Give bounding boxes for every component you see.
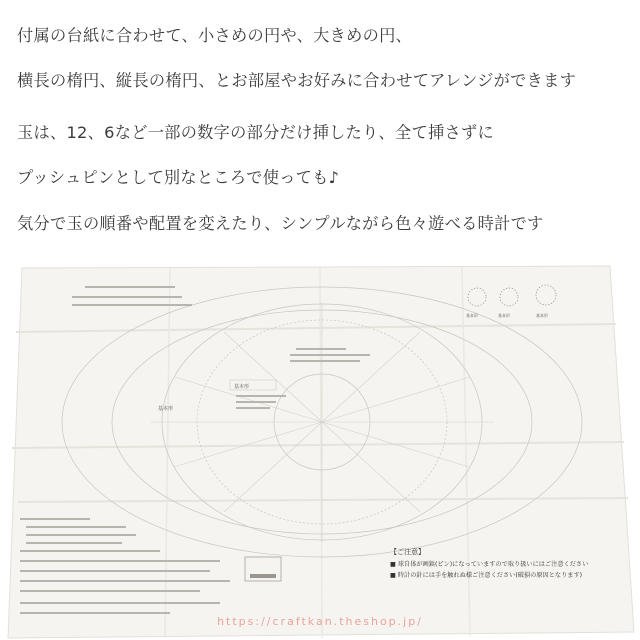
mini-dial-label: 基本形 (466, 313, 478, 318)
description-line-3: 玉は、12、6など一部の数字の部分だけ挿したり、全て挿さずに (17, 123, 494, 142)
description-line-1: 付属の台紙に合わせて、小さめの円や、大きめの円、 (17, 26, 413, 45)
notice-item-1: ■ 球自体が画鋲(ピン)になっていますので取り扱いにはご注意ください (390, 561, 589, 568)
description-line-5: 気分で玉の順番や配置を変えたり、シンプルながら色々遊べる時計です (17, 214, 544, 233)
shop-watermark: https://craftkan.theshop.jp/ (217, 615, 423, 628)
notice-item-2: ■ 時計の針には手を触れぬ様ご注意ください(破損の原因となります) (390, 572, 583, 579)
description-line-4: プッシュピンとして別なところで使っても♪ (17, 168, 340, 187)
mini-dial-label: 基本形 (498, 313, 510, 318)
notice-title: 【ご注意】 (390, 548, 425, 556)
description-line-2: 横長の楕円、縦長の楕円、とお部屋やお好みに合わせてアレンジができます (17, 71, 577, 90)
mini-dial-label: 基本形 (536, 313, 548, 318)
base-label-small: 基本形 (158, 406, 174, 412)
clock-movement-diagram-bar (250, 574, 276, 578)
template-sheet-photo (0, 262, 640, 640)
base-label-center: 基本形 (234, 384, 250, 390)
